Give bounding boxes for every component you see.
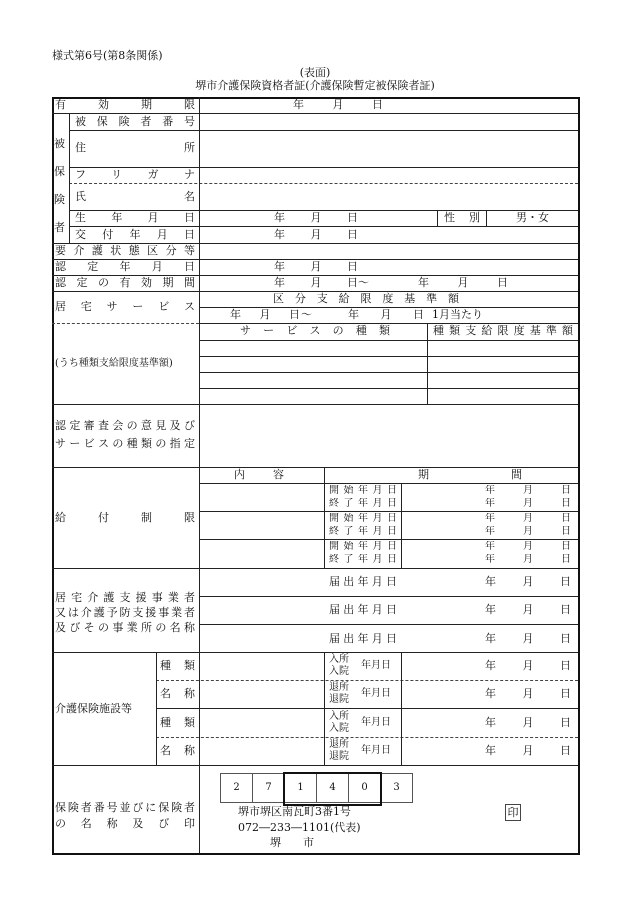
insurer-number-digit: 1 — [284, 773, 317, 803]
start-date-label: 開始年月日 — [329, 541, 397, 552]
leave-date-value[interactable]: 年月日 — [485, 744, 571, 757]
validity-date[interactable]: 年月日 — [293, 98, 383, 111]
end-date-value[interactable]: 年月日 — [485, 526, 571, 537]
furigana-label: フリガナ — [75, 168, 195, 181]
ymd-label: 年月日 — [361, 717, 391, 728]
benefit-limit-label: 給付制限 — [55, 511, 195, 524]
home-service-label: 居宅サービス — [55, 300, 195, 313]
cert-period-tilde: ～ — [358, 276, 369, 289]
admit-label-1: 入所 — [329, 654, 349, 665]
insurer-name: 堺 市 — [270, 836, 314, 849]
end-date-label: 終了年月日 — [329, 526, 397, 537]
birth-date-value[interactable]: 年月日 — [274, 211, 358, 224]
leave-date-value[interactable]: 年月日 — [485, 687, 571, 700]
insurer-number-digit: 4 — [316, 773, 349, 803]
insurer-number-digit: 2 — [220, 773, 253, 803]
form-number: 様式第6号(第8条関係) — [52, 49, 163, 62]
end-date-label: 終了年月日 — [329, 554, 397, 565]
validity-label: 有効期限 — [55, 98, 195, 111]
seal-mark: 印 — [505, 804, 521, 821]
content-header: 内容 — [234, 468, 284, 481]
notify-date-label: 届出年月日 — [329, 603, 397, 616]
notify-date-label: 届出年月日 — [329, 575, 397, 588]
start-date-value[interactable]: 年月日 — [485, 513, 571, 524]
cert-date-value[interactable]: 年月日 — [274, 260, 358, 273]
notify-date-value[interactable]: 年月日 — [485, 632, 571, 645]
support-label-1: 居宅介護支援事業者 — [55, 591, 195, 604]
gender-value[interactable]: 男・女 — [516, 211, 549, 224]
notify-date-label: 届出年月日 — [329, 632, 397, 645]
facility-kind-label: 種類 — [160, 716, 195, 729]
insured-number-label: 被保険者番号 — [75, 115, 195, 128]
notify-date-value[interactable]: 年月日 — [485, 603, 571, 616]
committee-label-1: 認定審査会の意見及び — [55, 419, 195, 432]
type-limit-header: 種類支給限度基準額 — [433, 324, 573, 337]
insurer-phone: 072―233―1101(代表) — [238, 821, 361, 834]
issue-date-value[interactable]: 年月日 — [274, 228, 358, 241]
start-date-value[interactable]: 年月日 — [485, 541, 571, 552]
cert-period-start[interactable]: 年月日 — [274, 276, 358, 289]
issue-date-label: 交付年月日 — [75, 228, 195, 241]
insurer-number-digit: 0 — [348, 773, 381, 803]
start-date-value[interactable]: 年月日 — [485, 485, 571, 496]
insurer-label-1: 保険者番号並びに保険者 — [55, 801, 195, 814]
ymd-label: 年月日 — [361, 660, 391, 671]
care-level-label: 要介護状態区分等 — [55, 244, 195, 257]
admit-date-value[interactable]: 年月日 — [485, 659, 571, 672]
start-date-label: 開始年月日 — [329, 513, 397, 524]
start-date-label: 開始年月日 — [329, 485, 397, 496]
per-month-label: 1月当たり — [432, 308, 483, 321]
end-date-value[interactable]: 年月日 — [485, 498, 571, 509]
birth-date-label: 生年月日 — [75, 211, 195, 224]
cert-date-label: 認定年月日 — [55, 260, 195, 273]
committee-label-2: サービスの種類の指定 — [55, 437, 195, 450]
leave-label-2: 退院 — [329, 751, 349, 762]
end-date-value[interactable]: 年月日 — [485, 554, 571, 565]
leave-label-1: 退所 — [329, 739, 349, 750]
ymd-label: 年月日 — [361, 688, 391, 699]
notify-date-value[interactable]: 年月日 — [485, 575, 571, 588]
insured-label: 被保険者 — [54, 137, 65, 234]
service-type-header: サービスの種類 — [240, 324, 390, 337]
insurer-number-digit: 3 — [380, 773, 413, 803]
ymd-label: 年月日 — [361, 745, 391, 756]
type-limit-note: (うち種類支給限度基準額) — [55, 358, 173, 369]
name-label: 氏名 — [75, 190, 195, 203]
support-label-3: 及びその事業所の名称 — [55, 621, 195, 634]
limit-period-tilde: ～ — [301, 308, 312, 321]
end-date-label: 終了年月日 — [329, 498, 397, 509]
facility-label: 介護保険施設等 — [55, 702, 132, 715]
admit-label-2: 入院 — [329, 723, 349, 734]
limit-period-start[interactable]: 年月日 — [230, 308, 300, 321]
cert-period-end[interactable]: 年月日 — [418, 276, 508, 289]
limit-period-end[interactable]: 年月日 — [348, 308, 424, 321]
support-label-2: 又は介護予防支援事業者 — [55, 606, 195, 619]
facility-name-label: 名称 — [160, 744, 195, 757]
period-header: 期間 — [418, 468, 522, 481]
page-title: 堺市介護保険資格者証(介護保険暫定被保険者証) — [195, 79, 435, 92]
insurer-number-highlight — [283, 772, 382, 806]
admit-date-value[interactable]: 年月日 — [485, 716, 571, 729]
side-label: (表面) — [299, 66, 331, 79]
facility-kind-label: 種類 — [160, 659, 195, 672]
address-label: 住所 — [75, 141, 195, 154]
insurer-number-digit: 7 — [252, 773, 285, 803]
admit-label-1: 入所 — [329, 711, 349, 722]
gender-label: 性別 — [444, 211, 480, 224]
admit-label-2: 入院 — [329, 666, 349, 677]
facility-name-label: 名称 — [160, 687, 195, 700]
leave-label-1: 退所 — [329, 682, 349, 693]
insurer-label-2: の名称及び印 — [55, 817, 195, 830]
limit-amount-label: 区分支給限度基準額 — [273, 292, 459, 305]
leave-label-2: 退院 — [329, 694, 349, 705]
cert-period-label: 認定の有効期間 — [55, 276, 195, 289]
insurer-address: 堺市堺区南瓦町3番1号 — [238, 805, 351, 818]
